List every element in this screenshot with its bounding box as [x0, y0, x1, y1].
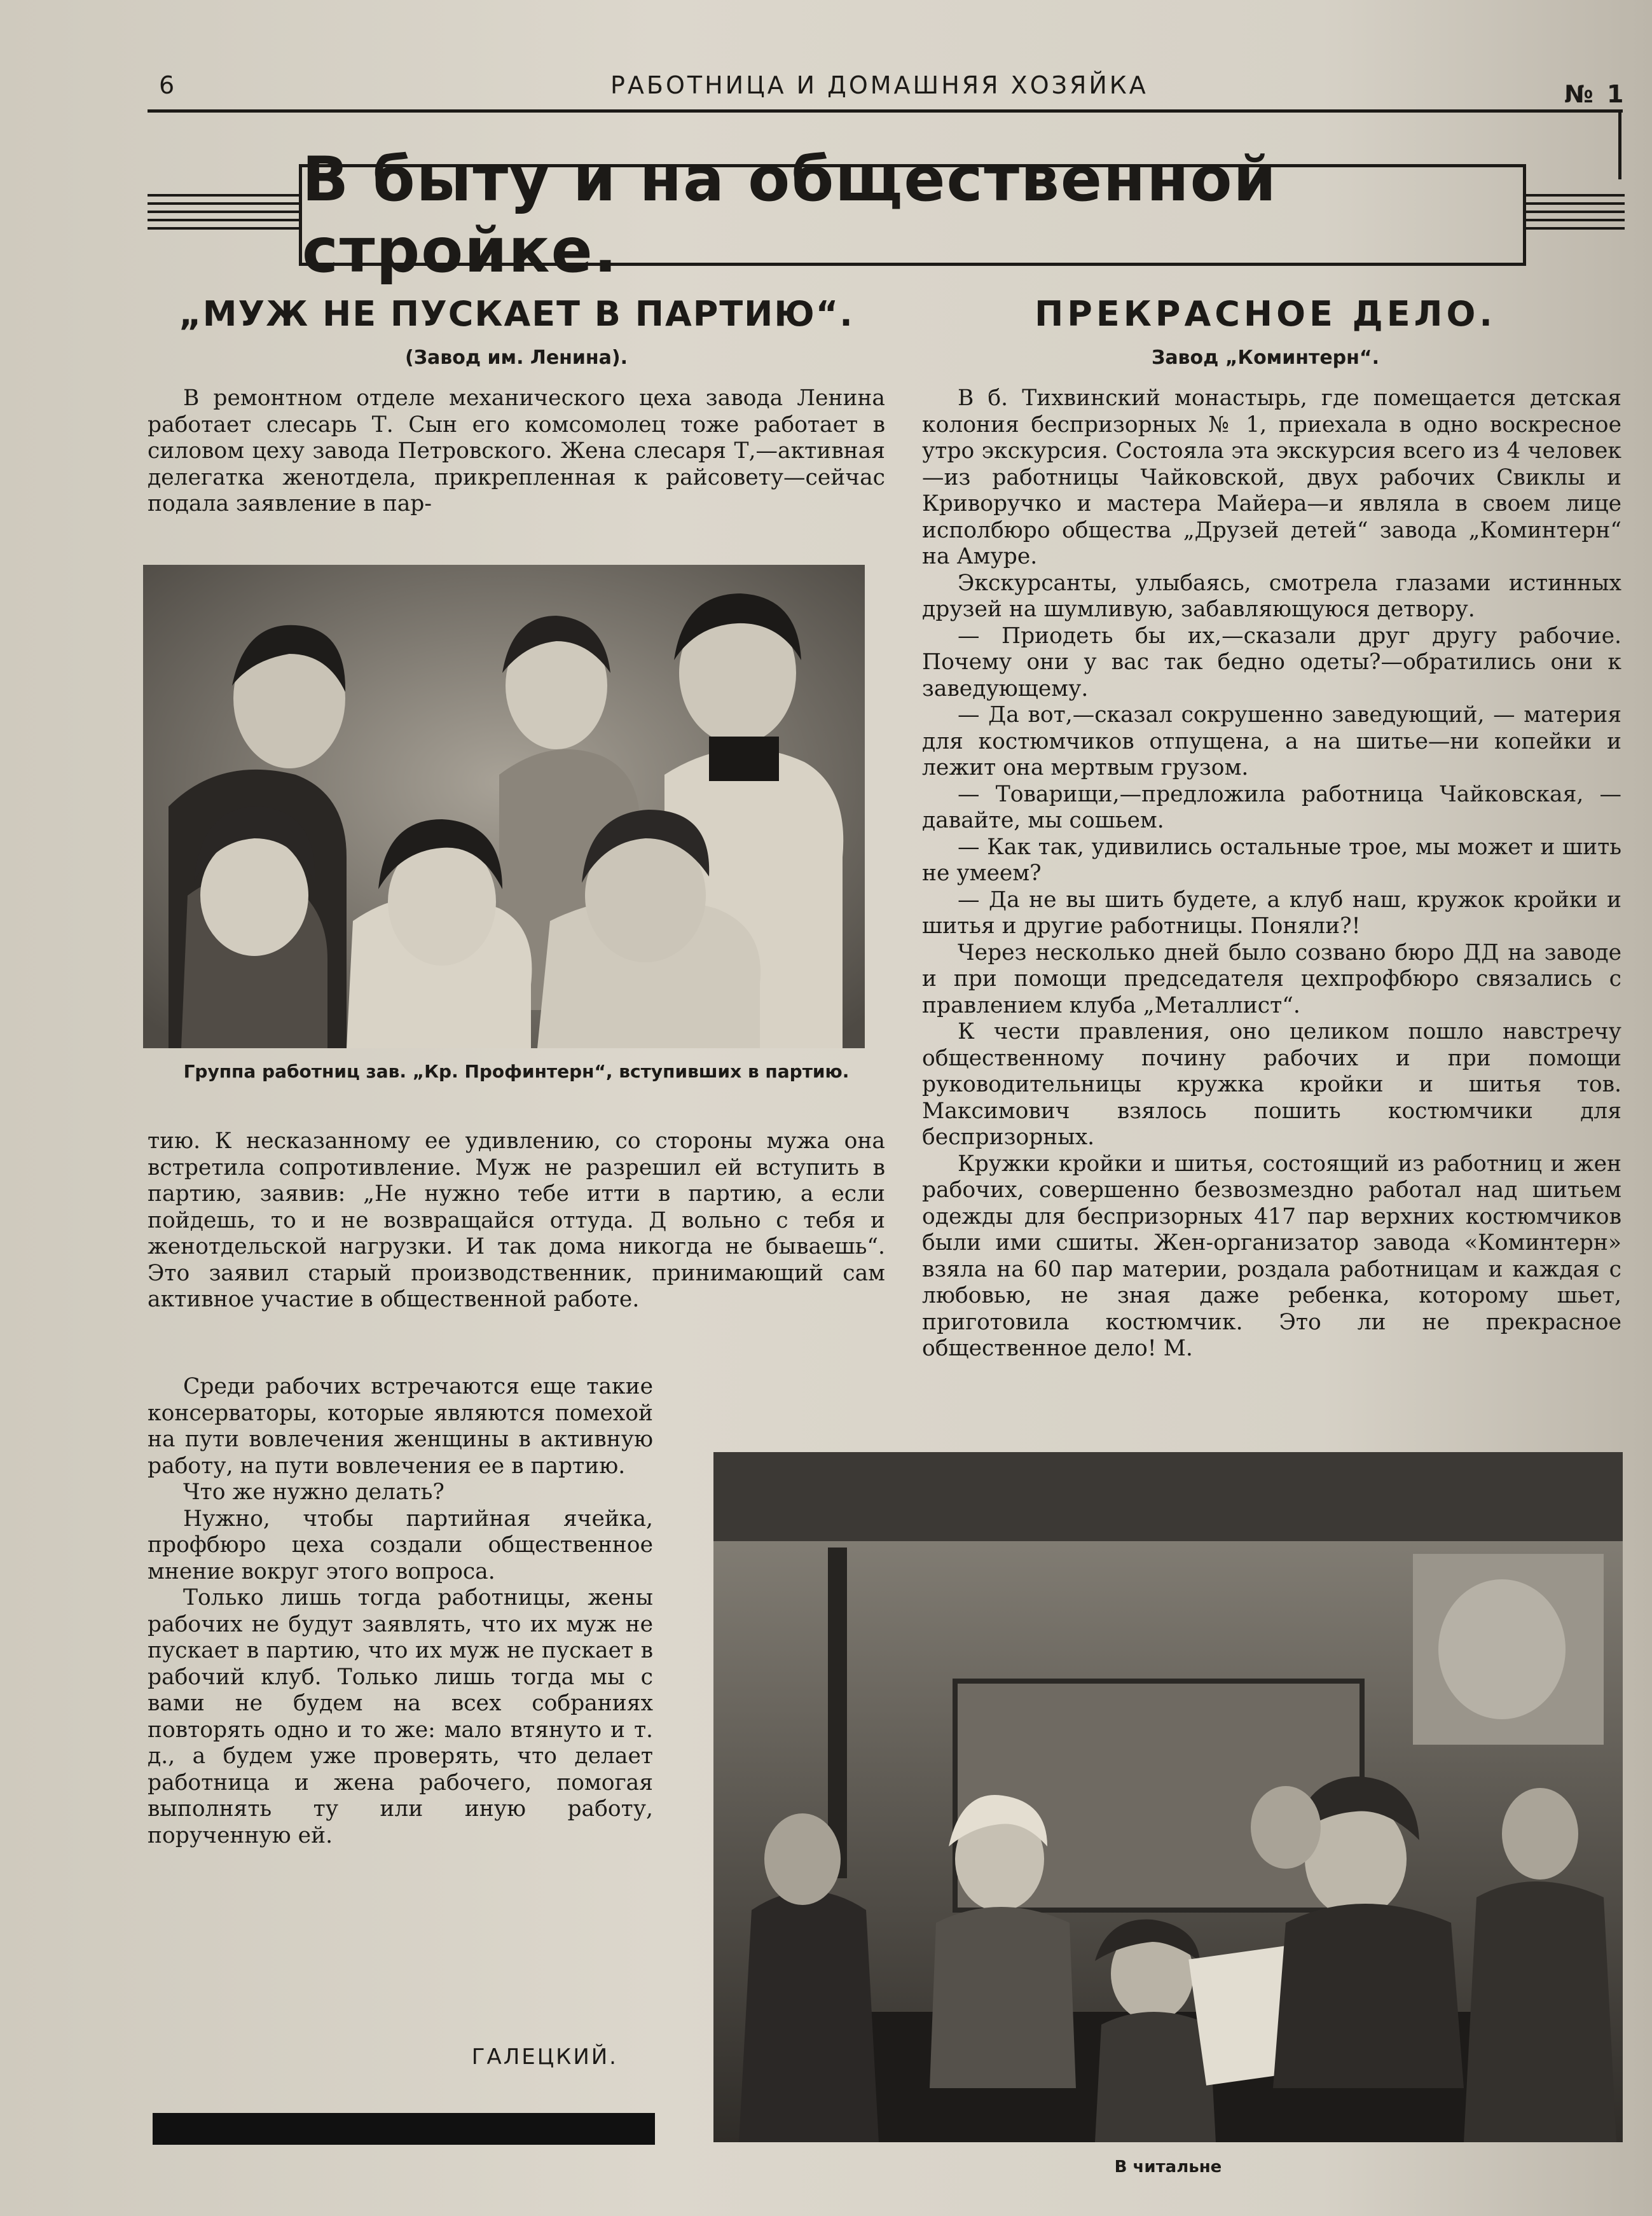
- right-paragraph: — Как так, удивились остальные трое, мы может и шить не умеем?: [922, 834, 1621, 886]
- right-paragraph: В б. Тихвинский монастырь, где помещается детская колония беспризорных № 1, приехала в одно воскресное утро экскурсия. Состояла эта экскурсия всего из 4 человек—из работницы Чайковской, двух рабочих Свиклы и Криворучко и мастера Майера—и являла в своем лице исполбюро общества „Друзей детей“ завода „Коминтерн“ на Амуре.: [922, 385, 1621, 569]
- page-number: 6: [159, 71, 177, 99]
- header-rule-right-drop: [1618, 109, 1621, 179]
- group-photo-image: [143, 565, 865, 1048]
- section-title: В быту и на общественной стройке.: [302, 144, 1277, 286]
- reading-room-caption: В читальне: [1114, 2157, 1222, 2177]
- left-article-narrow-column: [148, 1374, 653, 1849]
- left-paragraph: Среди рабочих встречаются еще такие консерваторы, которые являются помехой на пути вовлечения женщины в активную работу, на пути вовлечения ее в партию.: [148, 1374, 653, 1479]
- banner-stripes-left: [148, 194, 299, 230]
- right-article-body: [922, 385, 1621, 1362]
- reading-room-image: [713, 1452, 1623, 2142]
- left-article-intro: [148, 385, 885, 518]
- left-paragraph: Только лишь тогда работницы, жены рабочих не будут заявлять, что их муж не пускает в партию, что их муж не пускает в рабочий клуб. Только лишь тогда мы с вами не будем на всех собраниях повторять одно и то же: мало втянуто и т. д., а будем уже проверять, что делает работница и жена рабочего, помогая выполнять ту или иную работу, порученную ей.: [148, 1585, 653, 1848]
- issue-number: № 1: [1564, 80, 1627, 108]
- end-bar: [153, 2113, 655, 2145]
- journal-title: РАБОТНИЦА И ДОМАШНЯЯ ХОЗЯЙКА: [610, 71, 1148, 99]
- banner-stripes-right: [1523, 194, 1625, 230]
- right-paragraph: — Да не вы шить будете, а клуб наш, кружок кройки и шитья и другие работницы. Поняли?!: [922, 887, 1621, 939]
- right-paragraph: — Товарищи,—предложила работница Чайковская, —давайте, мы сошьем.: [922, 781, 1621, 833]
- right-paragraph: — Приодеть бы их,—сказали друг другу рабочие. Почему они у вас так бедно одеты?—обратились они к заведующему.: [922, 623, 1621, 702]
- right-paragraph: Через несколько дней было созвано бюро ДД на заводе и при помощи председателя цехпрофбюро связались с правлением клуба „Металлист“.: [922, 939, 1621, 1018]
- left-article-body: [148, 1128, 885, 1313]
- right-paragraph: К чести правления, оно целиком пошло навстречу общественному почину рабочих и при помощи руководительницы кружка кройки и шитья тов. Максимович взялось пошить костюмчики для беспризорных.: [922, 1019, 1621, 1150]
- right-paragraph: — Да вот,—сказал сокрушенно заведующий, — материя для костюмчиков отпущена, а на шитье—ни копейки и лежит она мертвым грузом.: [922, 702, 1621, 780]
- left-paragraph: Что же нужно делать?: [183, 1479, 444, 1505]
- left-paragraph: Нужно, чтобы партийная ячейка, профбюро цеха создали общественное мнение вокруг этого вопроса.: [148, 1506, 653, 1584]
- right-article-subtitle: Завод „Коминтерн“.: [1152, 347, 1379, 369]
- group-photo: [143, 565, 865, 1048]
- reading-room-photo: [713, 1452, 1623, 2142]
- right-paragraph: Кружки кройки и шитья, состоящий из работниц и жен рабочих, совершенно безвозмездно работал над шитьем одежды для беспризорных 417 пар верхних костюмчиков были ими сшиты. Жен-организатор завода «Коминтерн» взяла на 60 пар материи, роздала работницам и каждая с любовью, не зная даже ребенка, которому шьет, приготовила костюмчик. Это ли не прекрасное общественное дело! М.: [922, 1151, 1621, 1361]
- left-article-subtitle: (Завод им. Ленина).: [404, 347, 628, 369]
- group-photo-caption: Группа работниц зав. „Кр. Профинтерн“, вступивших в партию.: [183, 1061, 850, 1082]
- right-article-title: ПРЕКРАСНОЕ ДЕЛО.: [1035, 294, 1496, 334]
- left-article-title: „МУЖ НЕ ПУСКАЕТ В ПАРТИЮ“.: [179, 294, 854, 334]
- header-rule: [148, 109, 1623, 113]
- section-banner: [299, 144, 1526, 286]
- right-paragraph: Экскурсанты, улыбаясь, смотрела глазами истинных друзей на шумливую, забавляющуюся детвору.: [922, 570, 1621, 622]
- left-intro-paragraph: В ремонтном отделе механического цеха завода Ленина работает слесарь Т. Сын его комсомолец тоже работает в силовом цеху завода Петровского. Жена слесаря Т,—активная делегатка женотдела, прикрепленная к райсовету—сейчас подала заявление в пар-: [148, 385, 885, 516]
- left-continuation-paragraph: тию. К несказанному ее удивлению, со стороны мужа она встретила сопротивление. Муж не разрешил ей вступить в партию, заявив: „Не нужно тебе итти в партию, а если пойдешь, то и не возвращайся оттуда. Д вольно с тебя и женотдельской нагрузки. И так дома никогда не бываешь“. Это заявил старый производственник, принимающий сам активное участие в общественной работе.: [148, 1128, 885, 1312]
- left-article-signature: ГАЛЕЦКИЙ.: [471, 2044, 618, 2070]
